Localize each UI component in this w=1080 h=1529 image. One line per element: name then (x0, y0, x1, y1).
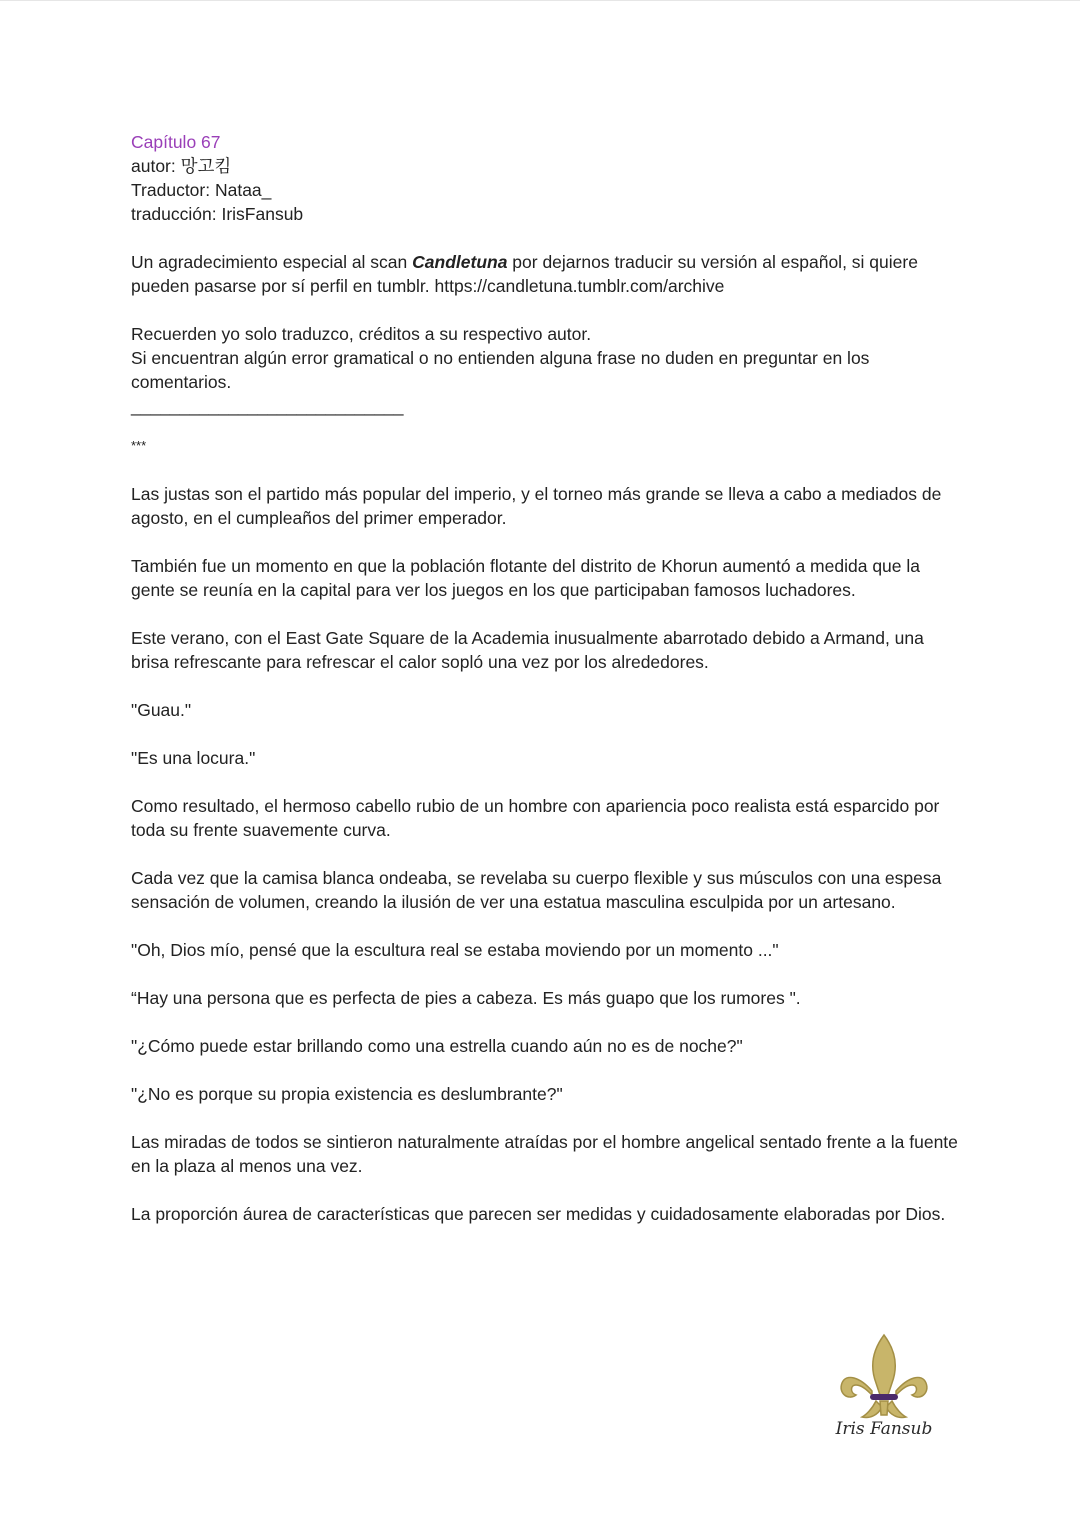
document-body (131, 130, 961, 1250)
thanks-text-before: Un agradecimiento especial al scan (131, 252, 413, 272)
story-paragraph: Las justas son el partido más popular del imperio, y el torneo más grande se lleva a cabo a mediados de agosto, en el cumpleaños del primer emperador. (131, 484, 942, 528)
story-paragraph: “Hay una persona que es perfecta de pies a cabeza. Es más guapo que los rumores ". (131, 988, 801, 1008)
story-paragraph: También fue un momento en que la población flotante del distrito de Khorun aumentó a medida que la gente se reunía en la capital para ver los juegos en los que participaban famosos luchadores. (131, 556, 920, 600)
note-errors: Si encuentran algún error gramatical o no entienden alguna frase no duden en preguntar en los comentarios. (131, 348, 875, 392)
story-paragraph: "¿Cómo puede estar brillando como una estrella cuando aún no es de noche?" (131, 1036, 743, 1056)
story-paragraph: "Es una locura." (131, 748, 256, 768)
thanks-paragraph (131, 250, 961, 298)
iris-fansub-logo (832, 1331, 936, 1447)
story-paragraph: Cada vez que la camisa blanca ondeaba, se revelaba su cuerpo flexible y sus músculos con una espesa sensación de volumen, creando la ilusión de ver una estatua masculina esculpida por un artesano. (131, 868, 942, 912)
story-paragraph: Como resultado, el hermoso cabello rubio de un hombre con apariencia poco realista está esparcido por toda su frente suavemente curva. (131, 796, 940, 840)
translator-line: Traductor: Nataa_ (131, 180, 272, 200)
story-paragraph: Las miradas de todos se sintieron naturalmente atraídas por el hombre angelical sentado frente a la fuente en la plaza al menos una vez. (131, 1132, 958, 1176)
logo-text: Iris Fansub (835, 1419, 933, 1439)
divider-line: ____________________________ (131, 396, 404, 416)
fleur-de-lis-icon (832, 1331, 936, 1423)
scan-brand: Candletuna (412, 252, 508, 272)
story-paragraph: "¿No es porque su propia existencia es deslumbrante?" (131, 1084, 563, 1104)
story-paragraph: "Oh, Dios mío, pensé que la escultura real se estaba moviendo por un momento ..." (131, 940, 779, 960)
story-paragraph: "Guau." (131, 700, 192, 720)
note-credits: Recuerden yo solo traduzco, créditos a su respectivo autor. (131, 324, 592, 344)
chapter-title: Capítulo 67 (131, 132, 221, 152)
story-paragraph: La proporción áurea de características que parecen ser medidas y cuidadosamente elaboradas por Dios. (131, 1204, 946, 1224)
story-text (131, 482, 961, 1226)
thanks-text-after: por dejarnos traducir su versión al español, si quiere pueden pasarse por sí perfil en tumblr. https://candletuna.tumblr.com/archive (131, 252, 918, 296)
translation-line: traducción: IrisFansub (131, 204, 304, 224)
author-line: autor: 망고킴 (131, 156, 232, 176)
story-paragraph: Este verano, con el East Gate Square de la Academia inusualmente abarrotado debido a Armand, una brisa refrescante para refrescar el calor sopló una vez por los alrededores. (131, 628, 924, 672)
section-separator: *** (131, 438, 147, 453)
